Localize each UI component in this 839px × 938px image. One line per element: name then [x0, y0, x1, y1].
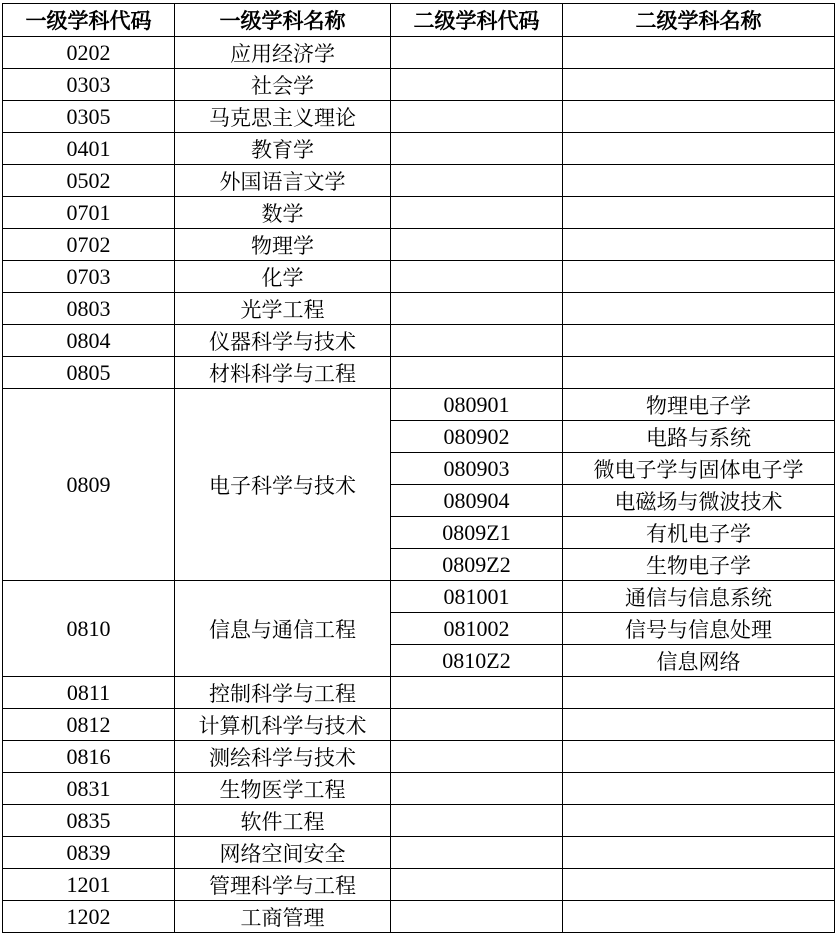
- primary-code-cell: 0839: [3, 837, 175, 869]
- secondary-code-cell: [391, 261, 563, 293]
- primary-code-cell: 0810: [3, 581, 175, 677]
- secondary-code-cell: [391, 805, 563, 837]
- secondary-name-cell: [563, 197, 835, 229]
- secondary-code-cell: [391, 69, 563, 101]
- secondary-code-cell: 080902: [391, 421, 563, 453]
- secondary-code-cell: 0809Z2: [391, 549, 563, 581]
- secondary-name-cell: 生物电子学: [563, 549, 835, 581]
- secondary-name-cell: [563, 677, 835, 709]
- table-row: [3, 101, 835, 133]
- secondary-code-cell: [391, 101, 563, 133]
- primary-code-cell: 0803: [3, 293, 175, 325]
- secondary-code-cell: [391, 325, 563, 357]
- table-row: [3, 261, 835, 293]
- secondary-name-cell: 信息网络: [563, 645, 835, 677]
- secondary-name-cell: [563, 357, 835, 389]
- secondary-code-cell: [391, 133, 563, 165]
- table-row: [3, 773, 835, 805]
- secondary-code-cell: [391, 837, 563, 869]
- header-secondary-code: 二级学科代码: [391, 4, 563, 37]
- secondary-code-cell: [391, 709, 563, 741]
- primary-code-cell: 1202: [3, 901, 175, 933]
- secondary-name-cell: [563, 325, 835, 357]
- primary-code-cell: 0831: [3, 773, 175, 805]
- primary-code-cell: 0816: [3, 741, 175, 773]
- table-row: [3, 165, 835, 197]
- primary-name-cell: 教育学: [175, 133, 391, 165]
- secondary-name-cell: [563, 709, 835, 741]
- secondary-name-cell: 通信与信息系统: [563, 581, 835, 613]
- secondary-name-cell: [563, 37, 835, 69]
- table-row: [3, 901, 835, 933]
- secondary-code-cell: 0810Z2: [391, 645, 563, 677]
- primary-code-cell: 0202: [3, 37, 175, 69]
- secondary-code-cell: [391, 869, 563, 901]
- secondary-name-cell: [563, 229, 835, 261]
- primary-name-cell: 信息与通信工程: [175, 581, 391, 677]
- secondary-code-cell: [391, 165, 563, 197]
- primary-code-cell: 0303: [3, 69, 175, 101]
- primary-name-cell: 外国语言文学: [175, 165, 391, 197]
- primary-name-cell: 光学工程: [175, 293, 391, 325]
- table-row: [3, 325, 835, 357]
- secondary-name-cell: [563, 261, 835, 293]
- secondary-code-cell: [391, 293, 563, 325]
- table-row: [3, 869, 835, 901]
- table-row: [3, 805, 835, 837]
- secondary-name-cell: 物理电子学: [563, 389, 835, 421]
- primary-name-cell: 材料科学与工程: [175, 357, 391, 389]
- secondary-name-cell: [563, 901, 835, 933]
- secondary-code-cell: [391, 901, 563, 933]
- primary-name-cell: 应用经济学: [175, 37, 391, 69]
- primary-name-cell: 数学: [175, 197, 391, 229]
- secondary-code-cell: 0809Z1: [391, 517, 563, 549]
- primary-name-cell: 控制科学与工程: [175, 677, 391, 709]
- table-body: [3, 37, 835, 933]
- primary-name-cell: 网络空间安全: [175, 837, 391, 869]
- primary-name-cell: 社会学: [175, 69, 391, 101]
- primary-name-cell: 测绘科学与技术: [175, 741, 391, 773]
- secondary-name-cell: [563, 773, 835, 805]
- table-row: [3, 69, 835, 101]
- primary-code-cell: 0804: [3, 325, 175, 357]
- secondary-code-cell: [391, 357, 563, 389]
- secondary-name-cell: [563, 805, 835, 837]
- primary-code-cell: 0809: [3, 389, 175, 581]
- secondary-code-cell: [391, 741, 563, 773]
- secondary-code-cell: 081001: [391, 581, 563, 613]
- primary-name-cell: 计算机科学与技术: [175, 709, 391, 741]
- secondary-name-cell: [563, 869, 835, 901]
- secondary-code-cell: 080901: [391, 389, 563, 421]
- table-row: [3, 133, 835, 165]
- table-row: [3, 37, 835, 69]
- primary-code-cell: 0401: [3, 133, 175, 165]
- primary-code-cell: 0502: [3, 165, 175, 197]
- discipline-table: [2, 3, 835, 933]
- secondary-name-cell: 有机电子学: [563, 517, 835, 549]
- primary-name-cell: 物理学: [175, 229, 391, 261]
- primary-name-cell: 化学: [175, 261, 391, 293]
- secondary-name-cell: [563, 293, 835, 325]
- primary-name-cell: 管理科学与工程: [175, 869, 391, 901]
- primary-name-cell: 仪器科学与技术: [175, 325, 391, 357]
- primary-code-cell: 0811: [3, 677, 175, 709]
- header-primary-code: 一级学科代码: [3, 4, 175, 37]
- primary-code-cell: 0703: [3, 261, 175, 293]
- table-row: [3, 837, 835, 869]
- primary-code-cell: 0701: [3, 197, 175, 229]
- primary-code-cell: 0805: [3, 357, 175, 389]
- secondary-code-cell: 080904: [391, 485, 563, 517]
- primary-name-cell: 生物医学工程: [175, 773, 391, 805]
- secondary-name-cell: [563, 837, 835, 869]
- secondary-code-cell: [391, 197, 563, 229]
- table-row: [3, 229, 835, 261]
- secondary-code-cell: [391, 773, 563, 805]
- secondary-code-cell: 080903: [391, 453, 563, 485]
- primary-name-cell: 软件工程: [175, 805, 391, 837]
- secondary-name-cell: [563, 133, 835, 165]
- table-row: [3, 709, 835, 741]
- primary-code-cell: 0812: [3, 709, 175, 741]
- table-row: [3, 741, 835, 773]
- table-row: [3, 293, 835, 325]
- secondary-code-cell: [391, 677, 563, 709]
- primary-code-cell: 0702: [3, 229, 175, 261]
- secondary-name-cell: 微电子学与固体电子学: [563, 453, 835, 485]
- secondary-name-cell: [563, 741, 835, 773]
- primary-code-cell: 0835: [3, 805, 175, 837]
- primary-name-cell: 电子科学与技术: [175, 389, 391, 581]
- header-primary-name: 一级学科名称: [175, 4, 391, 37]
- primary-name-cell: 工商管理: [175, 901, 391, 933]
- secondary-name-cell: 电路与系统: [563, 421, 835, 453]
- table-row: [3, 677, 835, 709]
- secondary-name-cell: [563, 69, 835, 101]
- table-row: [3, 389, 835, 421]
- header-secondary-name: 二级学科名称: [563, 4, 835, 37]
- secondary-name-cell: 电磁场与微波技术: [563, 485, 835, 517]
- primary-code-cell: 0305: [3, 101, 175, 133]
- secondary-code-cell: [391, 37, 563, 69]
- secondary-code-cell: [391, 229, 563, 261]
- table-row: [3, 357, 835, 389]
- primary-name-cell: 马克思主义理论: [175, 101, 391, 133]
- secondary-name-cell: [563, 165, 835, 197]
- header-row: [3, 4, 835, 37]
- secondary-code-cell: 081002: [391, 613, 563, 645]
- primary-code-cell: 1201: [3, 869, 175, 901]
- table-row: [3, 197, 835, 229]
- secondary-name-cell: [563, 101, 835, 133]
- table-row: [3, 581, 835, 613]
- secondary-name-cell: 信号与信息处理: [563, 613, 835, 645]
